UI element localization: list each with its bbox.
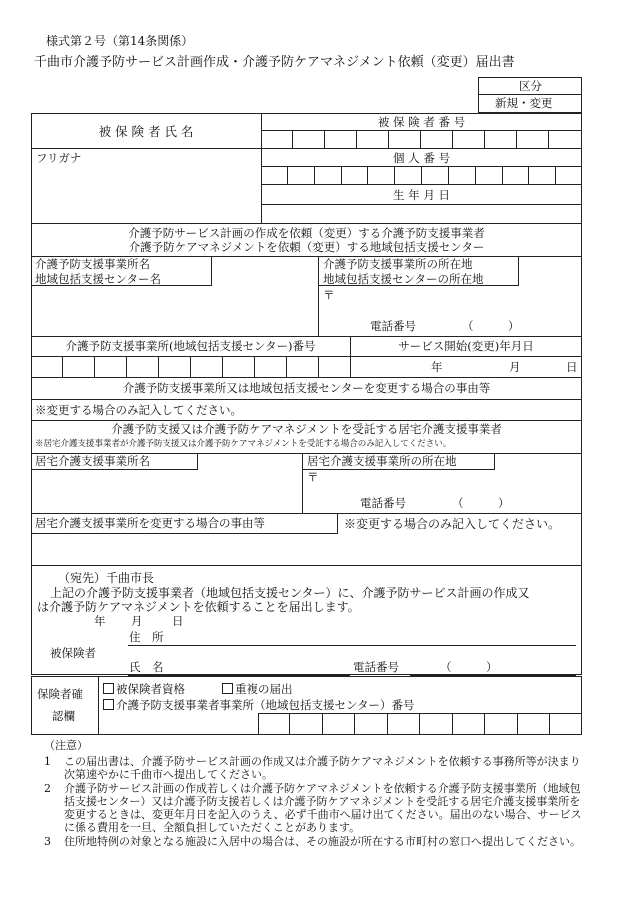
kubun-value[interactable]: 新規・変更 — [495, 96, 553, 110]
personal-number-boxes[interactable] — [261, 166, 582, 184]
address-label: 住 所 — [129, 630, 164, 644]
care-postal-mark: 〒 — [307, 470, 319, 484]
check-office-number[interactable]: 介護予防支援事業者事業所（地域包括支援センター）番号 — [103, 697, 415, 713]
section1-reason-note: ※変更する場合のみ記入してください。 — [35, 403, 242, 417]
signer-name-label: 氏 名 — [129, 660, 164, 674]
insured-name-label: 被 保 険 者 氏 名 — [98, 124, 194, 139]
section1-heading-line2: 介護予防ケアマネジメントを依頼（変更）する地域包括支援センター — [128, 240, 485, 254]
checkbox-icon[interactable] — [222, 683, 233, 694]
phone-label: 電話番号 — [370, 319, 416, 333]
care-phone-parens: （ ） — [452, 496, 510, 510]
section1-reason-label: 介護予防支援事業所又は地域包括支援センターを変更する場合の事由等 — [122, 381, 491, 395]
office-number-boxes[interactable] — [31, 356, 350, 377]
section2-heading-note: ※居宅介護支援事業者が介護予防支援又は介護予防ケアマネジメントを受託する場合のみ記入してください。 — [35, 439, 452, 449]
notes-list — [44, 755, 584, 849]
note-item: 3 住所地特例の対象となる施設に入居中の場合は、その施設が所在する市町村の窓口へ提出してください。 — [44, 835, 581, 848]
declaration-year: 年 — [94, 614, 106, 628]
furigana-label: フリガナ — [36, 151, 82, 165]
check-duplicate-filing[interactable]: 重複の届出 — [222, 681, 293, 697]
office-name-label-l2: 地域包括支援センター名 — [35, 272, 162, 286]
service-start-year: 年 — [431, 360, 443, 374]
service-start-month: 月 — [509, 360, 521, 374]
signer-phone-parens: （ ） — [440, 660, 498, 674]
office-number-label: 介護予防支援事業所(地域包括支援センター)番号 — [65, 339, 316, 353]
care-reason-label: 居宅介護支援事業所を変更する場合の事由等 — [35, 516, 265, 530]
checkbox-icon[interactable] — [103, 683, 114, 694]
care-reason-note: ※変更する場合のみ記入してください。 — [344, 517, 561, 531]
insurer-office-number-boxes[interactable] — [258, 713, 582, 735]
declaration-month: 月 — [131, 614, 143, 628]
postal-mark: 〒 — [323, 288, 335, 302]
declaration-body-l1: 上記の介護予防支援事業者（地域包括支援センター）に、介護予防サービス計画の作成又 — [50, 586, 530, 600]
declaration-body-l2: は介護予防ケアマネジメントを依頼することを届出します。 — [37, 600, 360, 614]
birth-date-label: 生 年 月 日 — [393, 188, 450, 202]
personal-number-label: 個 人 番 号 — [393, 151, 450, 165]
insured-number-boxes[interactable] — [261, 130, 582, 148]
office-name-label-l1: 介護予防支援事業所名 — [35, 257, 150, 271]
note-item: 2 介護予防サービス計画の作成若しくは介護予防ケアマネジメントを依頼する介護予防支援事業所（地域包括支援センター）又は介護予防支援若しくは介護予防ケアマネジメントを受託する居宅介護支援事業所を変更するときは、変更年月日を記入のうえ、必ず千曲市へ届け出てください。届出のない場合、サービスに係る費用を一旦、全額負担していただくことがあります。 — [44, 782, 582, 834]
office-address-label-l1: 介護予防支援事業所の所在地 — [323, 257, 473, 271]
signer-phone-label: 電話番号 — [353, 660, 399, 674]
care-phone-label: 電話番号 — [360, 496, 406, 510]
office-address-label-l2: 地域包括支援センターの所在地 — [323, 272, 484, 286]
addressee: （宛先）千曲市長 — [58, 571, 155, 585]
insured-number-label: 被 保 険 者 番 号 — [377, 115, 466, 129]
service-start-label: サービス開始(変更)年月日 — [398, 339, 534, 353]
service-start-day: 日 — [566, 360, 578, 374]
note-item: 1 この届出書は、介護予防サービス計画の作成又は介護予防ケアマネジメントを依頼する事務所等が決まり次第速やかに千曲市へ提出してください。 — [44, 755, 581, 781]
phone-parens: （ ） — [462, 319, 520, 333]
insured-signer-label: 被保険者 — [50, 646, 96, 660]
notes-heading: （注意） — [44, 739, 88, 752]
check-insured-qualification[interactable]: 被保険者資格 — [103, 681, 185, 697]
insurer-check-label-l1: 保険者確 — [37, 687, 83, 701]
checkbox-icon[interactable] — [103, 699, 114, 710]
care-office-name-label: 居宅介護支援事業所名 — [35, 454, 150, 468]
form-number: 様式第２号（第14条関係） — [46, 34, 194, 48]
section2-heading: 介護予防支援又は介護予防ケアマネジメントを受託する居宅介護支援事業者 — [111, 422, 502, 436]
declaration-day: 日 — [172, 614, 184, 628]
care-office-address-label: 居宅介護支援事業所の所在地 — [307, 454, 457, 468]
section1-heading-line1: 介護予防サービス計画の作成を依頼（変更）する介護予防支援事業者 — [128, 226, 485, 240]
insurer-check-label-l2: 認欄 — [52, 709, 75, 723]
kubun-label: 区分 — [519, 79, 542, 93]
form-title: 千曲市介護予防サービス計画作成・介護予防ケアマネジメント依頼（変更）届出書 — [34, 55, 515, 70]
